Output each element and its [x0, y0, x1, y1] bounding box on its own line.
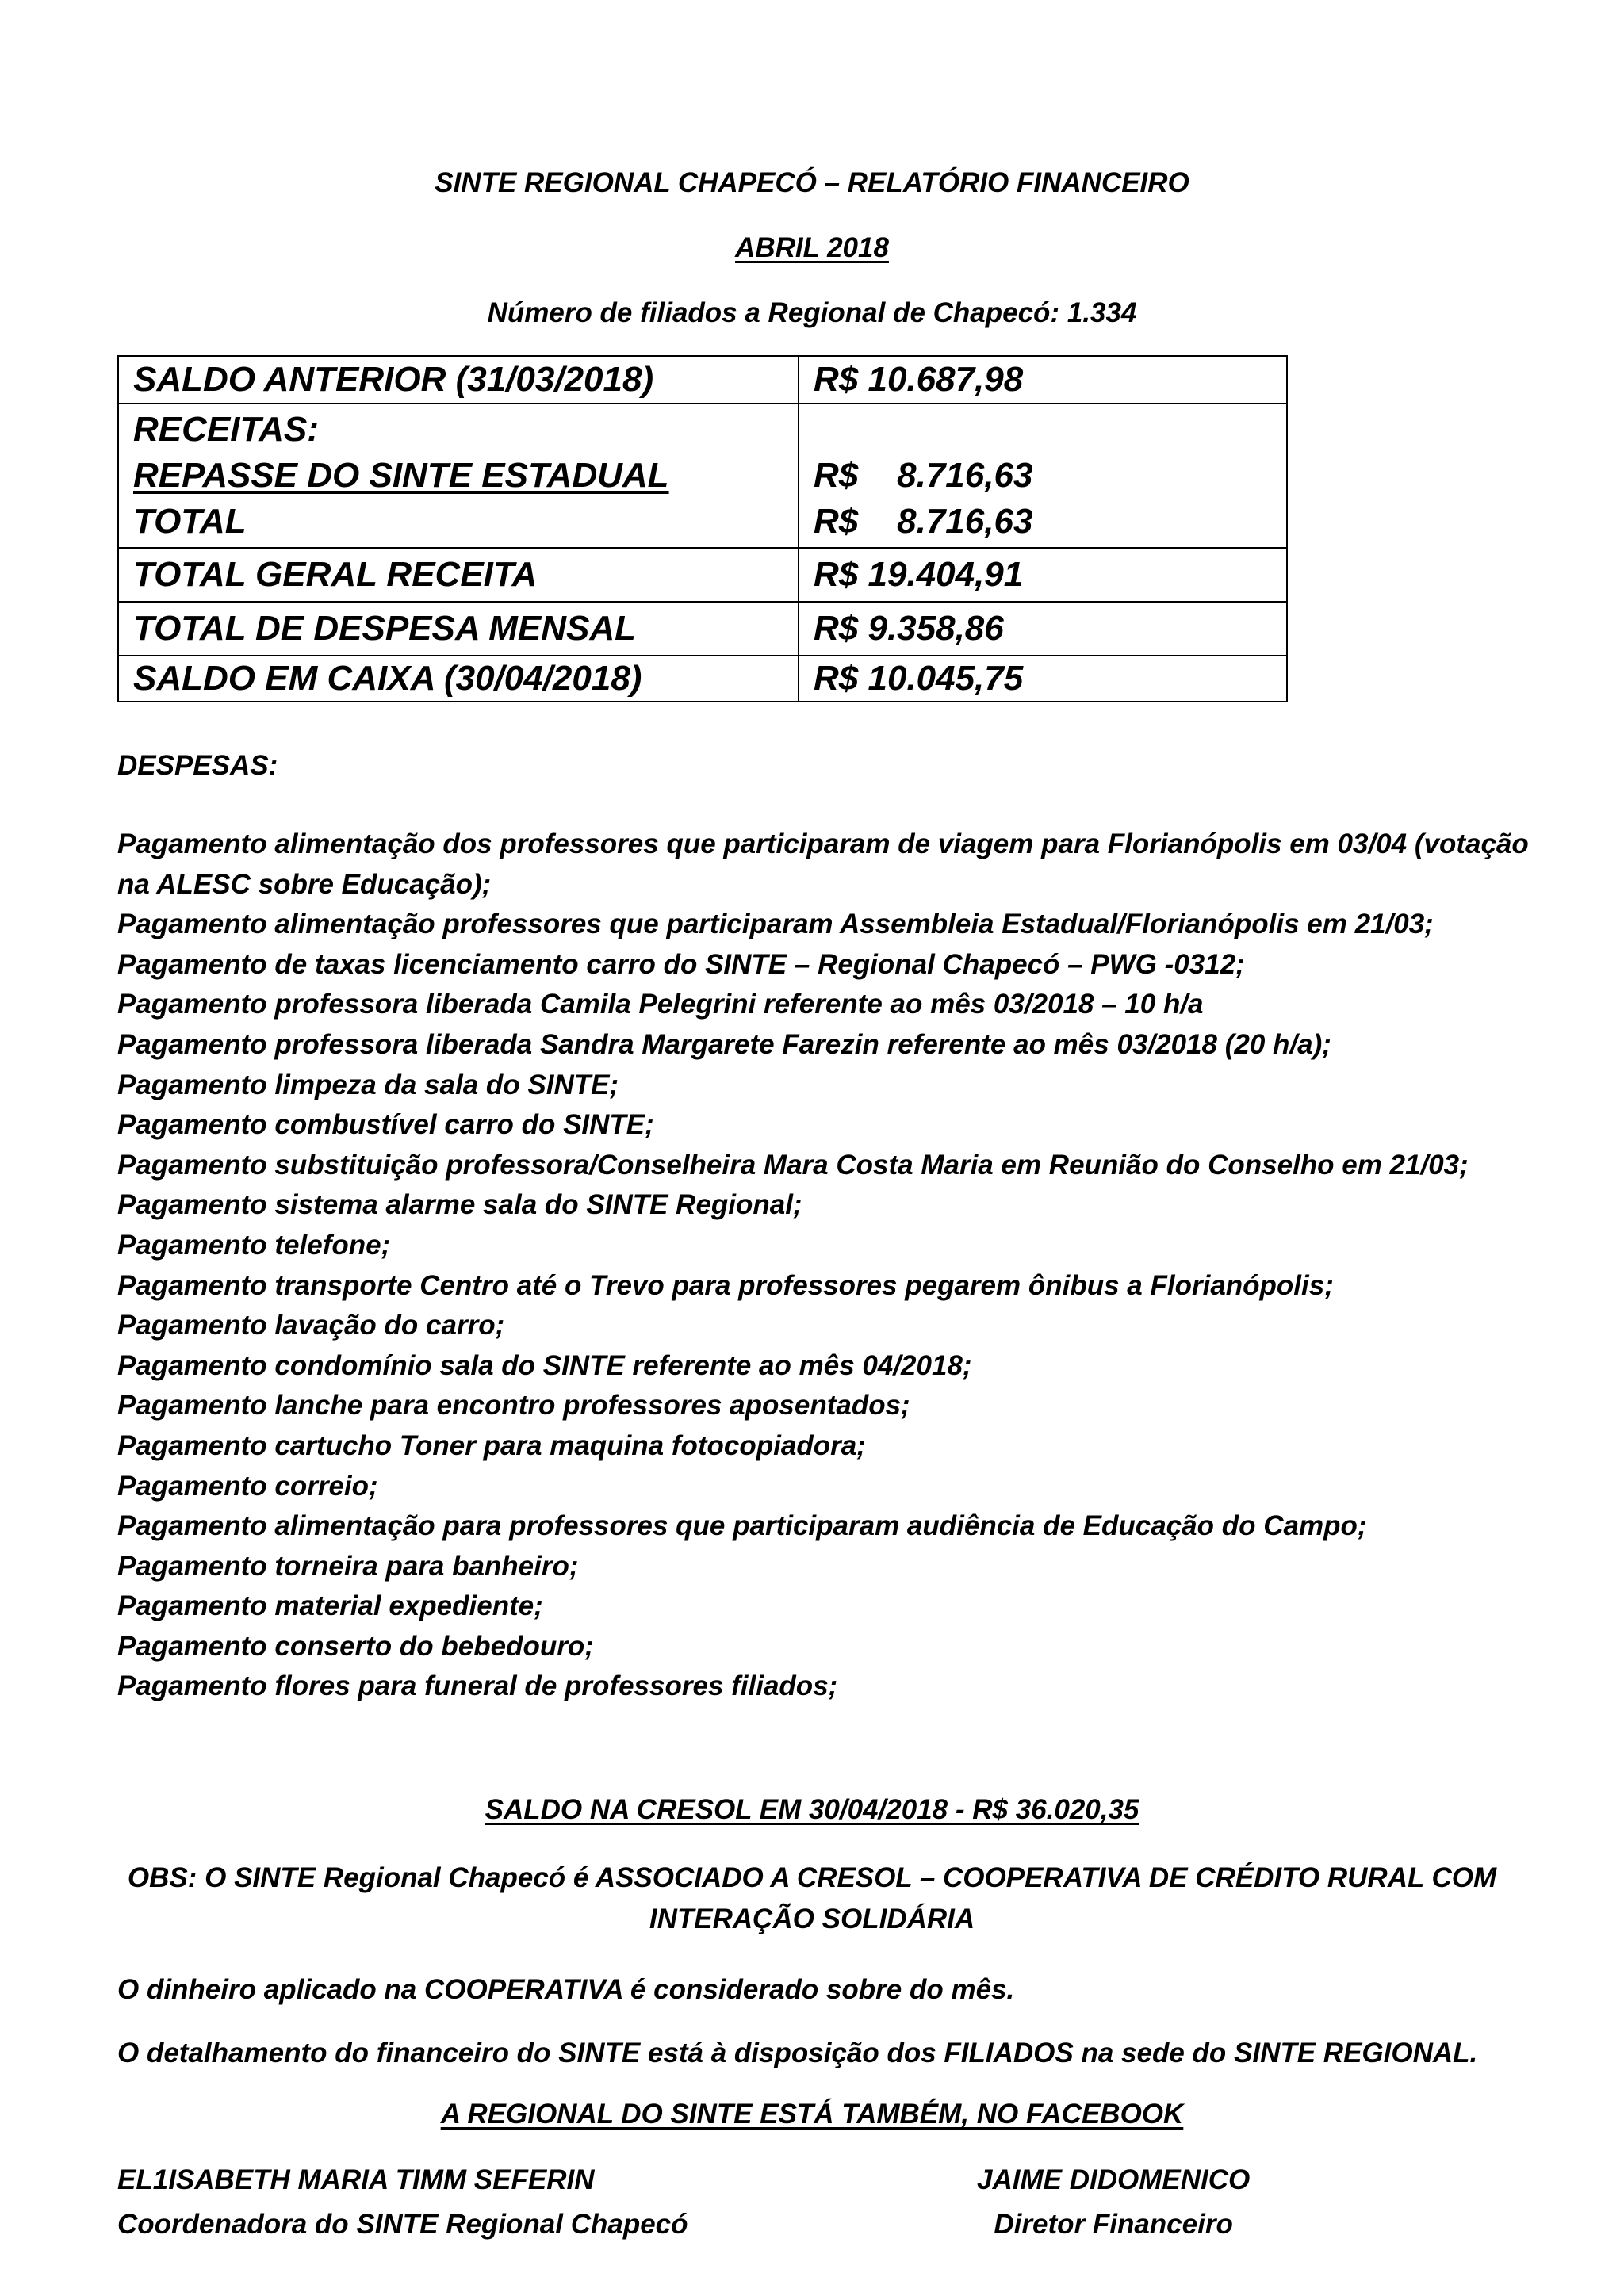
repasse-label-line [133, 453, 798, 499]
list-item: Pagamento correio; [117, 1470, 378, 1502]
receitas-values-cell [799, 404, 1287, 548]
signature-right [977, 2158, 1250, 2247]
receitas-label: RECEITAS: [133, 410, 319, 449]
table-row [118, 548, 1287, 602]
list-item: Pagamento material expediente; [117, 1590, 543, 1622]
finance-director-name: JAIME DIDOMENICO [977, 2164, 1251, 2195]
saldo-anterior-label: SALDO ANTERIOR (31/03/2018) [118, 356, 799, 404]
total-geral-label: TOTAL GERAL RECEITA [118, 548, 799, 602]
saldo-caixa-label: SALDO EM CAIXA (30/04/2018) [118, 656, 799, 702]
facebook-note-text: A REGIONAL DO SINTE ESTÁ TAMBÉM, NO FACEBOOK [440, 2099, 1184, 2130]
total-label: TOTAL [133, 502, 247, 541]
saldo-caixa-value: R$ 10.045,75 [799, 656, 1287, 702]
expenses-heading: DESPESAS: [117, 750, 278, 781]
financial-summary-table [117, 355, 1288, 702]
cresol-balance [0, 1793, 1624, 1827]
cresol-balance-text: SALDO NA CRESOL EM 30/04/2018 - R$ 36.020,35 [485, 1794, 1139, 1825]
receitas-blank [814, 407, 1286, 453]
report-month [0, 232, 1624, 265]
list-item: Pagamento combustível carro do SINTE; [117, 1109, 654, 1141]
list-item: Pagamento professora liberada Sandra Margarete Farezin referente ao mês 03/2018 (20 h/a); [117, 1028, 1331, 1060]
receitas-cell [118, 404, 799, 548]
list-item: Pagamento alimentação para professores que participaram audiência de Educação do Campo; [117, 1510, 1367, 1542]
list-item: Pagamento substituição professora/Conselheira Mara Costa Maria em Reunião do Conselho em 21/03; [117, 1149, 1469, 1181]
repasse-label: REPASSE DO SINTE ESTADUAL [133, 456, 669, 495]
list-item: Pagamento alimentação professores que participaram Assembleia Estadual/Florianópolis em 21/03; [117, 909, 1434, 940]
note-cooperativa: O dinheiro aplicado na COOPERATIVA é considerado sobre do mês. [117, 1974, 1015, 2005]
list-item: Pagamento telefone; [117, 1229, 391, 1261]
table-row [118, 404, 1287, 548]
list-item: Pagamento condomínio sala do SINTE referente ao mês 04/2018; [117, 1349, 972, 1381]
note-detalhamento: O detalhamento do financeiro do SINTE está à disposição dos FILIADOS na sede do SINTE REGIONAL. [117, 2038, 1478, 2068]
repasse-value: R$ 8.716,63 [814, 456, 1033, 495]
list-item: Pagamento transporte Centro até o Trevo para professores pegarem ônibus a Florianópolis; [117, 1269, 1334, 1301]
list-item: Pagamento alimentação dos professores que participaram de viagem para Florianópolis em 03/04 (votação na ALESC sobre Educação); [117, 828, 1529, 900]
list-item: Pagamento cartucho Toner para maquina fotocopiadora; [117, 1429, 866, 1461]
table-row [118, 356, 1287, 404]
total-geral-value: R$ 19.404,91 [799, 548, 1287, 602]
list-item: Pagamento torneira para banheiro; [117, 1550, 579, 1582]
despesa-label: TOTAL DE DESPESA MENSAL [118, 602, 799, 656]
saldo-anterior-value: R$ 10.687,98 [799, 356, 1287, 404]
total-value: R$ 8.716,63 [814, 502, 1033, 541]
list-item: Pagamento sistema alarme sala do SINTE Regional; [117, 1189, 802, 1221]
list-item: Pagamento conserto do bebedouro; [117, 1630, 594, 1662]
list-item: Pagamento flores para funeral de professores filiados; [117, 1670, 838, 1702]
coordinator-role: Coordenadora do SINTE Regional Chapecó [117, 2209, 688, 2240]
list-item: Pagamento limpeza da sala do SINTE; [117, 1069, 619, 1100]
despesa-value: R$ 9.358,86 [799, 602, 1287, 656]
list-item: Pagamento professora liberada Camila Pelegrini referente ao mês 03/2018 – 10 h/a [117, 989, 1204, 1020]
report-title: SINTE REGIONAL CHAPECÓ – RELATÓRIO FINANCEIRO [435, 167, 1189, 198]
list-item: Pagamento lanche para encontro professores aposentados; [117, 1390, 910, 1422]
coordinator-name: EL1ISABETH MARIA TIMM SEFERIN [117, 2164, 595, 2195]
obs-line-2: INTERAÇÃO SOLIDÁRIA [649, 1904, 975, 1934]
expenses-list [117, 825, 1529, 1707]
report-month-text: ABRIL 2018 [735, 232, 889, 263]
facebook-note [0, 2098, 1624, 2131]
members-count: Número de filiados a Regional de Chapecó: 1.334 [487, 297, 1137, 328]
table-row [118, 656, 1287, 702]
list-item: Pagamento de taxas licenciamento carro do SINTE – Regional Chapecó – PWG -0312; [117, 948, 1245, 980]
finance-director-role: Diretor Financeiro [994, 2209, 1233, 2240]
table-row [118, 602, 1287, 656]
signature-left [117, 2158, 688, 2247]
list-item: Pagamento lavação do carro; [117, 1310, 505, 1341]
obs-line-1: OBS: O SINTE Regional Chapecó é ASSOCIADO A CRESOL – COOPERATIVA DE CRÉDITO RURAL COM [127, 1862, 1497, 1893]
